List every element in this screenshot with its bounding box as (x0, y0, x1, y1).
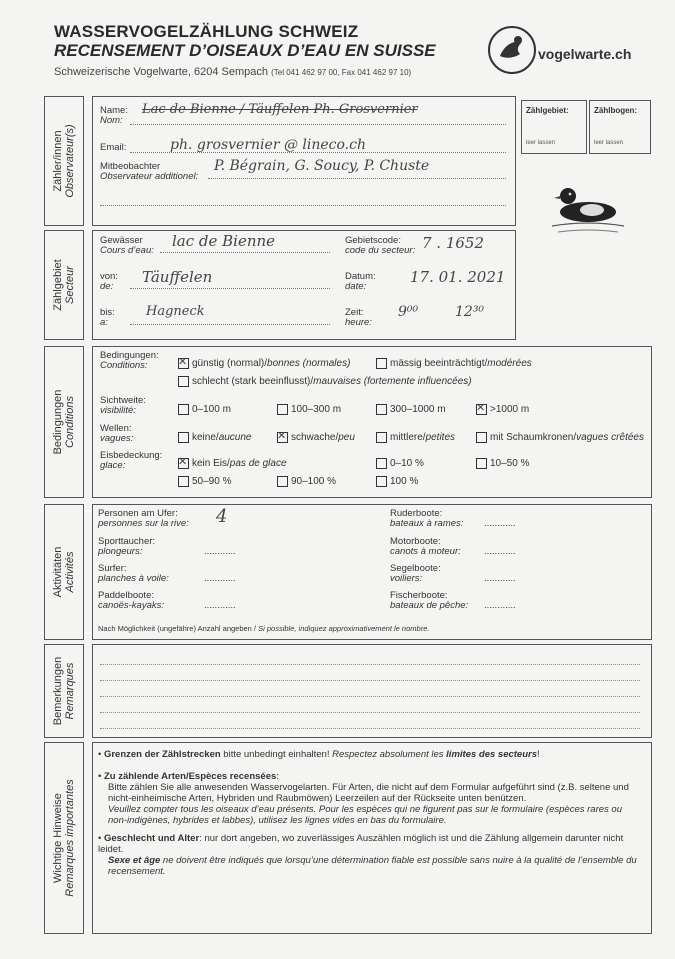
checkbox-waves-crested[interactable] (476, 432, 487, 443)
title-fr: RECENSEMENT D’OISEAUX D’EAU EN SUISSE (54, 41, 436, 60)
remarks-line-5 (100, 728, 640, 729)
from-label: von: de: (100, 271, 118, 292)
visibility-option-4[interactable]: ✕ >1000 m (476, 404, 529, 415)
ice-label: Eisbedeckung: glace: (100, 450, 163, 471)
general-option-bad[interactable]: schlecht (stark beeinflusst)/ mauvaises (fortemente influencées) (178, 376, 472, 387)
checkbox-ice-100[interactable] (376, 476, 387, 487)
activity-fishing-value[interactable]: ............ (484, 600, 516, 611)
remarks-line-3 (100, 696, 640, 697)
observer-label: Mitbeobachter Observateur additionel: (100, 161, 199, 182)
time-label: Zeit: heure: (345, 307, 372, 328)
time-start[interactable]: 9⁰⁰ (398, 304, 419, 320)
activity-surfers-value[interactable]: ............ (204, 573, 236, 584)
activity-shore-people-value[interactable]: 4 (216, 506, 228, 527)
name-value[interactable]: Lac de Bienne / Täuffelen Ph. Grosvernier (142, 102, 418, 117)
checkbox-general-good[interactable] (178, 358, 189, 369)
to-value[interactable]: Hagneck (146, 304, 205, 319)
ice-option-10-50[interactable]: 10–50 % (476, 458, 529, 469)
email-label: Email: (100, 142, 127, 153)
observer-value[interactable]: P. Bégrain, G. Soucy, P. Chuste (214, 158, 430, 174)
activity-sailboats: Segelboote: voiliers: (390, 563, 441, 584)
general-option-good[interactable]: ✕ günstig (normal)/ bonnes (normales) (178, 358, 350, 369)
visibility-option-2[interactable]: 100–300 m (277, 404, 341, 415)
organisation-phone: (Tel 041 462 97 00, Fax 041 462 97 10) (271, 68, 412, 77)
waves-option-weak[interactable]: ✕ schwache/ peu (277, 432, 355, 443)
waves-option-crested[interactable]: mit Schaumkronen/ vagues crêtées (476, 432, 644, 443)
remarks-side-label: Bemerkungen Remarques (44, 644, 84, 738)
observer-line (208, 178, 506, 179)
time-end[interactable]: 12³⁰ (455, 304, 485, 320)
general-option-moderate[interactable]: mässig beeinträchtigt/ modérées (376, 358, 532, 369)
date-label: Datum: date: (345, 271, 376, 292)
checkbox-visibility-2[interactable] (277, 404, 288, 415)
organisation-name: Schweizerische Vogelwarte, 6204 Sempach (54, 66, 269, 78)
bird-logo-icon (488, 26, 536, 74)
checkbox-visibility-4[interactable] (476, 404, 487, 415)
ice-option-100[interactable]: 100 % (376, 476, 418, 487)
ice-option-0-10[interactable]: 0–10 % (376, 458, 424, 469)
visibility-label: Sichtweite: visibilité: (100, 395, 146, 416)
from-value[interactable]: Täuffelen (142, 268, 213, 286)
activity-paddle: Paddelboote: canoës-kayaks: (98, 590, 165, 611)
to-label: bis: a: (100, 307, 115, 328)
waves-option-none[interactable]: keine/ aucune (178, 432, 252, 443)
water-value[interactable]: lac de Bienne (172, 232, 276, 250)
visibility-option-1[interactable]: 0–100 m (178, 404, 231, 415)
sector-side-label: Zählgebiet Secteur (44, 230, 84, 340)
checkbox-waves-none[interactable] (178, 432, 189, 443)
note-bullet-3: • Geschlecht und Alter: nur dort angeben, wo zuverlässiges Auszählen möglich ist und die Zählung allgemein darunter nicht leidet. Sexe et âge ne doivent être indiqués que lorsqu’une détermination fiable est possible sans nuire à la qualité de l’ensemble du recensement. (98, 833, 637, 877)
to-line (130, 324, 330, 325)
activity-motorboats: Motorboote: canots à moteur: (390, 536, 461, 557)
notes-side-label: Wichtige Hinweise Remarques importantes (44, 742, 84, 934)
activity-motorboats-value[interactable]: ............ (484, 546, 516, 557)
ice-option-none[interactable]: ✕ kein Eis/ pas de glace (178, 458, 287, 469)
activity-surfers: Surfer: planches à voile: (98, 563, 169, 584)
ice-option-90-100[interactable]: 90–100 % (277, 476, 336, 487)
waves-label: Wellen: vagues: (100, 423, 134, 444)
area-box-label: Zählgebiet: (526, 106, 569, 115)
note-bullet-2-de: Bitte zählen Sie alle anwesenden Wasservogelarten. Für Arten, die nicht auf dem Formular aufgeführt sind (z.B. seltene und nicht-einheimische Arten, Hybriden und Raubmöwen) Leerzeilen auf der Rückseite unten benützen. (108, 782, 629, 804)
activity-rowboats-value[interactable]: ............ (484, 518, 516, 529)
remarks-frame[interactable] (92, 644, 652, 738)
conditions-side-label: Bedingungen Conditions (44, 346, 84, 498)
remarks-line-2 (100, 680, 640, 681)
conditions-frame (92, 346, 652, 498)
code-label: Gebietscode: code du secteur: (345, 235, 416, 256)
checkbox-general-moderate[interactable] (376, 358, 387, 369)
from-line (130, 288, 330, 289)
date-value[interactable]: 17. 01. 2021 (410, 268, 506, 286)
activities-note: Nach Möglichkeit (ungefähre) Anzahl angeben / Si possible, indiquez approximativement le nombre. (98, 624, 430, 633)
observer-line-2 (100, 205, 506, 206)
logo-text: vogelwarte.ch (538, 46, 632, 62)
sheet-box-label: Zählbogen: (594, 106, 638, 115)
visibility-option-3[interactable]: 300–1000 m (376, 404, 446, 415)
checkbox-ice-none[interactable] (178, 458, 189, 469)
activity-fishing: Fischerboote: bateaux de pêche: (390, 590, 469, 611)
checkbox-ice-10-50[interactable] (476, 458, 487, 469)
activity-paddle-value[interactable]: ............ (204, 600, 236, 611)
water-label: Gewässer Cours d’eau: (100, 235, 154, 256)
organisation (54, 66, 411, 78)
name-label: Name: Nom: (100, 105, 128, 126)
note-bullet-2-fr: Veuillez compter tous les oiseaux d’eau présents. Pour les espèces qui ne figurent pas sur le formulaire (espèces rares ou non-indigènes, hybrides et labbes), utilisez les lignes vides en bas du formulaire. (108, 804, 622, 826)
counters-side-label: Zähler/innen Observateur(s) (44, 96, 84, 226)
area-box-note: leer lassen (526, 140, 556, 146)
note-bullet-1: • Grenzen der Zählstrecken bitte unbedingt einhalten! Respectez absolument les limites des secteurs! (98, 749, 540, 760)
checkbox-ice-0-10[interactable] (376, 458, 387, 469)
checkbox-general-bad[interactable] (178, 376, 189, 387)
general-label: Bedingungen: Conditions: (100, 350, 159, 371)
name-line (130, 124, 506, 125)
checkbox-visibility-1[interactable] (178, 404, 189, 415)
checkbox-waves-medium[interactable] (376, 432, 387, 443)
note-bullet-2: • Zu zählende Arten/Espèces recensées: Bitte zählen Sie alle anwesenden Wasservogelarten. Für Arten, die nicht auf dem Formular aufgeführt sind (z.B. seltene und nicht-einheimische Arten, Hybriden und Raubmöwen) Leerzeilen auf der Rückseite unten benützen. Veuillez compter tous les oiseaux d’eau présents. Pour les espèces qui ne figurent pas sur le formulaire (espèces rares ou non-indigènes, hybrides et labbes), utilisez les lignes vides en bas du formulaire. (98, 771, 638, 826)
code-value[interactable]: 7 . 1652 (422, 234, 485, 252)
remarks-line-1 (100, 664, 640, 665)
activity-rowboats: Ruderboote: bateaux à rames: (390, 508, 464, 529)
checkbox-ice-50-90[interactable] (178, 476, 189, 487)
sheet-box-note: leer lassen (594, 140, 624, 146)
title-de: WASSERVOGELZÄHLUNG SCHWEIZ (54, 22, 359, 41)
checkbox-waves-weak[interactable] (277, 432, 288, 443)
activity-shore-people: Personen am Ufer: personnes sur la rive: (98, 508, 189, 529)
email-value[interactable]: ph. grosvernier @ lineco.ch (170, 137, 366, 153)
activity-sailboats-value[interactable]: ............ (484, 573, 516, 584)
water-line (160, 252, 330, 253)
activities-side-label: Aktivitäten Activités (44, 504, 84, 640)
checkbox-ice-90-100[interactable] (277, 476, 288, 487)
email-line (130, 152, 506, 153)
activity-divers: Sporttaucher: plongeurs: (98, 536, 156, 557)
duck-illustration-icon (548, 176, 628, 245)
remarks-line-4 (100, 712, 640, 713)
ice-option-50-90[interactable]: 50–90 % (178, 476, 231, 487)
activity-divers-value[interactable]: ............ (204, 546, 236, 557)
waves-option-medium[interactable]: mittlere/ petites (376, 432, 455, 443)
checkbox-visibility-3[interactable] (376, 404, 387, 415)
